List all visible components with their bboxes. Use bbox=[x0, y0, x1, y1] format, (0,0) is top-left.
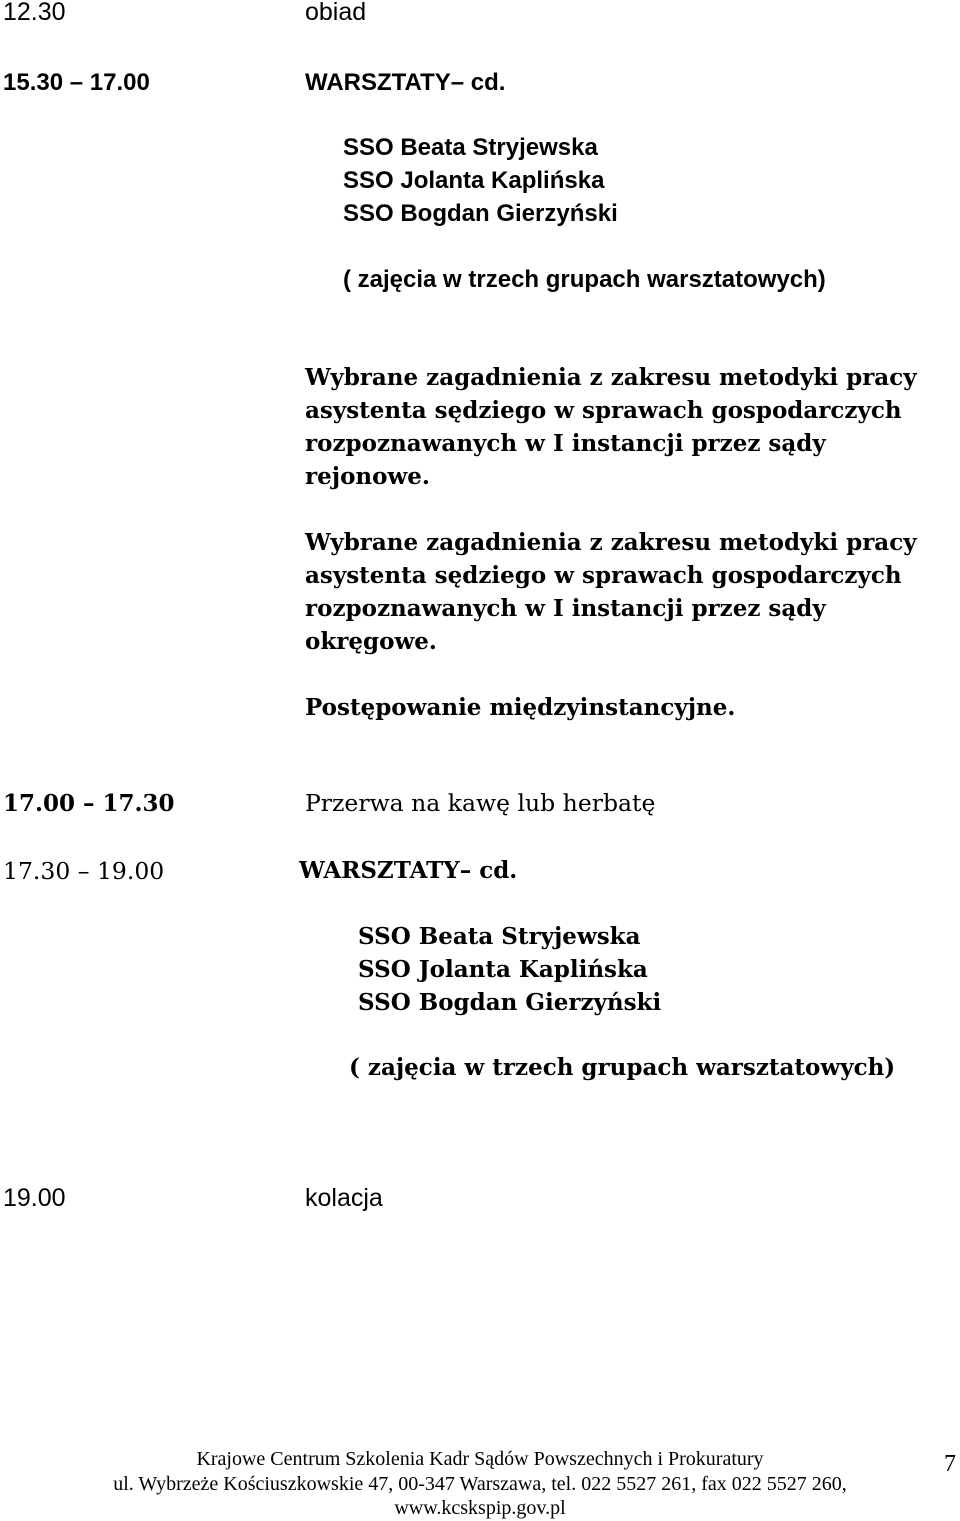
workshop-label: WARSZTATY– cd. bbox=[299, 857, 518, 884]
workshop-label: WARSZTATY– cd. bbox=[305, 69, 506, 96]
time-15-30-17-00: 15.30 – 17.00 bbox=[3, 69, 150, 96]
group-note: ( zajęcia w trzech grupach warsztatowych) bbox=[343, 266, 826, 293]
group-note: ( zajęcia w trzech grupach warsztatowych) bbox=[349, 1054, 896, 1081]
speaker-name: SSO Beata Stryjewska bbox=[343, 134, 598, 161]
lunch-label: obiad bbox=[305, 0, 367, 26]
topic-line: Postępowanie międzyinstancyjne. bbox=[305, 694, 736, 721]
time-17-00-17-30: 17.00 – 17.30 bbox=[3, 790, 175, 817]
speaker-name: SSO Beata Stryjewska bbox=[358, 923, 641, 950]
speaker-name: SSO Jolanta Kaplińska bbox=[343, 167, 605, 194]
speaker-name: SSO Jolanta Kaplińska bbox=[358, 956, 648, 983]
topic-line: rejonowe. bbox=[305, 463, 430, 490]
topic-line: rozpoznawanych w I instancji przez sądy bbox=[305, 430, 826, 457]
page-number: 7 bbox=[944, 1451, 956, 1477]
speaker-name: SSO Bogdan Gierzyński bbox=[343, 200, 618, 227]
topic-line: rozpoznawanych w I instancji przez sądy bbox=[305, 595, 826, 622]
dinner-label: kolacja bbox=[305, 1184, 383, 1212]
break-label: Przerwa na kawę lub herbatę bbox=[305, 789, 656, 817]
topic-line: asystenta sędziego w sprawach gospodarczych bbox=[305, 562, 902, 589]
footer-website: www.kcskspip.gov.pl bbox=[394, 1497, 566, 1519]
topic-line: Wybrane zagadnienia z zakresu metodyki pracy bbox=[305, 364, 917, 391]
topic-line: Wybrane zagadnienia z zakresu metodyki pracy bbox=[305, 529, 917, 556]
time-17-30-19-00: 17.30 – 19.00 bbox=[3, 857, 165, 885]
time-12-30: 12.30 bbox=[3, 0, 66, 26]
topic-line: okręgowe. bbox=[305, 628, 437, 655]
speaker-name: SSO Bogdan Gierzyński bbox=[358, 989, 662, 1016]
topic-line: asystenta sędziego w sprawach gospodarczych bbox=[305, 397, 902, 424]
footer-institution: Krajowe Centrum Szkolenia Kadr Sądów Powszechnych i Prokuratury bbox=[196, 1448, 764, 1470]
footer-address: ul. Wybrzeże Kościuszkowskie 47, 00-347 Warszawa, tel. 022 5527 261, fax 022 5527 260, bbox=[113, 1473, 847, 1495]
time-19-00: 19.00 bbox=[3, 1184, 66, 1212]
